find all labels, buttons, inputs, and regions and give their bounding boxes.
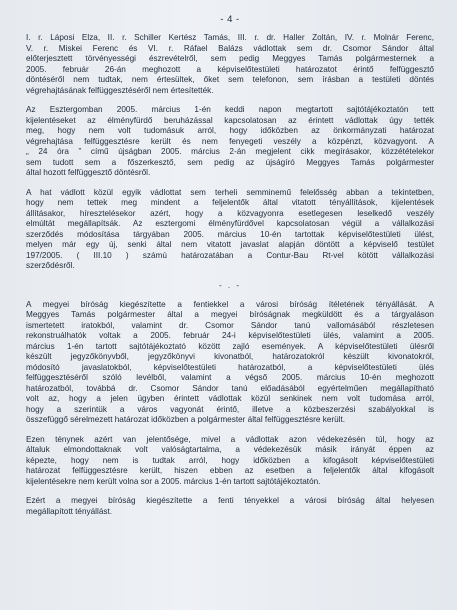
paragraph-3 bbox=[26, 188, 434, 272]
text-line: elmúltát megállapítsák. Az esztergomi élményfürdővel kapcsolatosan végül a vállalkozási bbox=[26, 219, 434, 228]
section-separator: - . - bbox=[219, 280, 241, 290]
text-line: megállapított tényállást. bbox=[26, 506, 113, 516]
text-line: melyen már egy új, senki által nem vitatott javaslat alapján döntött a képviselő testület bbox=[26, 240, 434, 249]
text-line: módosító javaslatokból, képviselőtestületi határozatból, a képviselőtestületi ülés bbox=[26, 362, 434, 372]
paragraph-4 bbox=[26, 300, 434, 426]
text-line: „ 24 óra ” című újságban 2005. március 2-án megjelent cikk megírásakor, közzétételekor bbox=[26, 147, 434, 156]
text-line: végrehajtása felfüggesztésre került és nem fenyegeti veszély a közpénzt, közvagyont. A bbox=[26, 136, 434, 146]
page-number: - 4 - bbox=[220, 14, 240, 25]
text-line: készült jegyzőkönyvből, jegyzőkönyvi kivonatból, határozatokról készült kivonatokról, bbox=[26, 352, 434, 361]
paragraph-6 bbox=[26, 496, 434, 517]
text-line: A hat vádlott közül egyik vádlottat sem terheli semminemű felelősség abban a tekintetben, bbox=[26, 187, 434, 197]
text-line: előterjesztett törvényességi észrevételről, sem pedig Meggyes Tamás polgármesternek a bbox=[26, 54, 434, 63]
text-line: 2005. február 26-án meghozott a képviselőtestületi határozatot érintő felfüggesztő bbox=[26, 64, 434, 74]
text-line: I. r. Láposi Elza, II. r. Schiller Kertész Tamás, III. r. dr. Haller Zoltán, IV. r. Molnár Ferenc, bbox=[26, 33, 434, 42]
text-line: Meggyes Tamás polgármester által a megyei bíróságnak megküldött és a tárgyaláson bbox=[26, 310, 434, 319]
text-line: szerződés módosítása tárgyában 2005. március 10-én tartottak képviselőtestületi ülést, bbox=[26, 229, 434, 239]
text-line: kijelentésekre nem került volna sor a 2005. március 1-én tartott sajtótájékoztatón. bbox=[26, 476, 321, 486]
text-line: sem tudott sem a főszerkesztő, sem pedig az újságíró Meggyes Tamás polgármester bbox=[26, 157, 434, 167]
paragraph-1 bbox=[26, 33, 434, 96]
text-line: végrehajtásának felfüggesztéséről nem értesítették. bbox=[26, 85, 214, 95]
text-line: általuk elmondottaknak volt valóságtartalma, a védekezésük másik irányát éppen az bbox=[26, 445, 434, 454]
text-line: 197/2005. ( III.10 ) számú határozatában a Contur-Bau Rt-vel kötött vállalkozási bbox=[26, 250, 434, 260]
text-line: összefüggő sérelmezett határozat időközben a polgármester által felfüggesztésre került. bbox=[26, 415, 346, 424]
text-line: által hozott felfüggesztő döntésről. bbox=[26, 168, 151, 177]
text-line: hogy a szerintük a város vagyonát érintő, illetve a közbeszerzési szabályokkal is bbox=[26, 404, 434, 414]
text-line: hogy nem tettek meg mindent a feljelentők által vitatott tényállítások, kijelentések bbox=[26, 198, 434, 207]
text-line: képezte, hogy nem is tudtak arról, hogy időközben a kifogásolt képviselőtestületi bbox=[26, 455, 434, 465]
text-line: felfüggesztéséről szóló levélből, valamint a végső 2005. március 10-én meghozott bbox=[26, 373, 434, 382]
text-line: Ezért a megyei bíróság kiegészítette a fenti tényekkel a városi bíróság által helyesen bbox=[26, 496, 434, 505]
text-line: meg, hogy nem volt tudomásuk arról, hogy időközben az önkormányzati határozat bbox=[26, 126, 434, 135]
text-line: Az Esztergomban 2005. március 1-én keddi napon megtartott sajtótájékoztatón tett bbox=[26, 105, 434, 114]
paragraph-5 bbox=[26, 435, 434, 488]
text-line: ismertetett iratokból, valamint dr. Csomor Sándor tanú vallomásából részletesen bbox=[26, 320, 434, 330]
text-line: döntéséről nem tudtak, nem értesültek, őket sem telefonon, sem írásban a testületi döntés bbox=[26, 75, 434, 84]
text-line: rekonstruálhatók voltak a 2005. február 24-i képviselőtestületi ülés, valamint a 2005. bbox=[26, 331, 434, 340]
text-line: határozatból, továbbá dr. Csomor Sándor tanú előadásából egyértelműen megállapítható bbox=[26, 383, 434, 393]
text-line: határozat felfüggesztésre került, hiszen ebben az esetben a feljelentők által kifogásolt bbox=[26, 466, 434, 475]
paragraph-2 bbox=[26, 105, 434, 179]
text-line: március 1-én tartott sajtótájékoztató között zajló események. A képviselőtestületi ülésről bbox=[26, 341, 434, 351]
text-line: A megyei bíróság kiegészítette a fentiekkel a városi bíróság ítéletének tényállását. A bbox=[26, 299, 434, 309]
text-line: V. r. Miskei Ferenc és VI. r. Ráfael Balázs vádlottak sem dr. Csomor Sándor által bbox=[26, 43, 434, 53]
text-line: volt az, hogy a jelen ügyben érintett vádlottak közül senkinek nem volt tudomása arról, bbox=[26, 394, 434, 403]
text-line: Ezen ténynek azért van jelentősége, mivel a vádlottak azon védekezésén túl, hogy az bbox=[26, 434, 434, 444]
text-line: szerződésről. bbox=[26, 261, 75, 270]
text-line: állításakor, híresztelésekor azért, hogy a közvagyonra esetlegesen leselkedő veszély bbox=[26, 208, 434, 218]
text-line: kijelentéseket az élményfürdő beruházással kapcsolatosan az érintett vádlottak úgy tették bbox=[26, 115, 434, 125]
